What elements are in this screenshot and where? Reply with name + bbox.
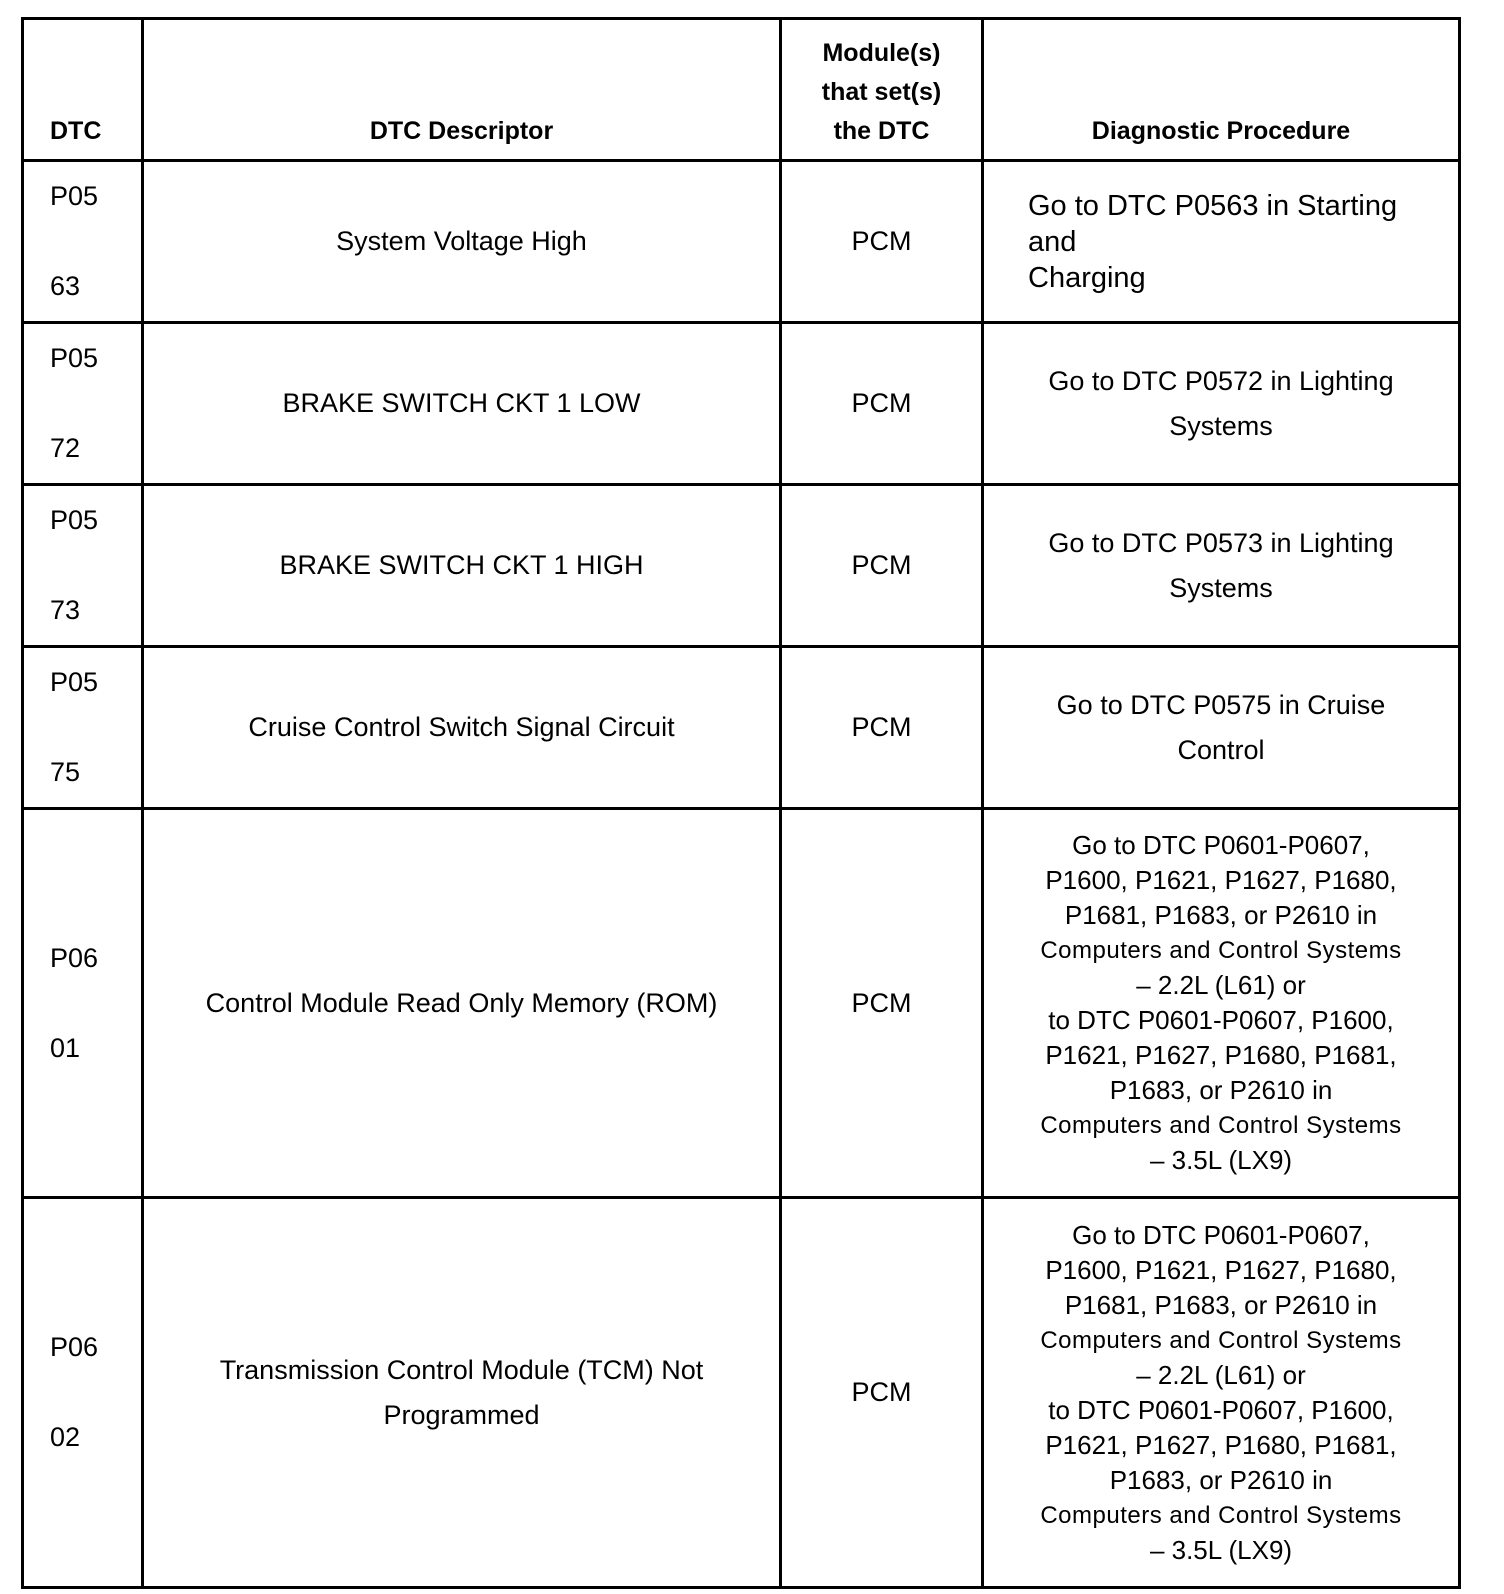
row-procedure bbox=[984, 486, 1458, 648]
descriptor-text: BRAKE SWITCH CKT 1 HIGH bbox=[279, 550, 644, 580]
descriptor-text: Control Module Read Only Memory (ROM) bbox=[205, 987, 718, 1018]
procedure-line: – 2.2L (L61) or bbox=[1136, 1359, 1306, 1390]
procedure-line: P1600, P1621, P1627, P1680, bbox=[1045, 865, 1397, 895]
row-dtc-code bbox=[24, 162, 144, 324]
procedure-line: Computers and Control Systems bbox=[1040, 1501, 1402, 1529]
dtc-code-line: P05 bbox=[50, 181, 99, 211]
procedure-line: Systems bbox=[1169, 572, 1273, 603]
procedure-line: Go to DTC P0601-P0607, bbox=[1072, 830, 1370, 860]
row-dtc-code bbox=[24, 486, 144, 648]
row-module bbox=[782, 1199, 984, 1586]
row-procedure bbox=[984, 1199, 1458, 1586]
procedure-line: Computers and Control Systems bbox=[1040, 1326, 1402, 1354]
header-procedure bbox=[984, 20, 1458, 162]
row-dtc-code bbox=[24, 648, 144, 810]
descriptor-text: BRAKE SWITCH CKT 1 LOW bbox=[282, 388, 641, 418]
procedure-line: Go to DTC P0572 in Lighting bbox=[1048, 365, 1394, 396]
procedure-line: – 2.2L (L61) or bbox=[1136, 970, 1306, 1000]
dtc-code-line: P06 bbox=[50, 1332, 99, 1362]
procedure-line: Computers and Control Systems bbox=[1040, 937, 1402, 964]
dtc-code-line: 63 bbox=[50, 271, 81, 301]
dtc-code-line: P05 bbox=[50, 343, 99, 373]
procedure-line: P1681, P1683, or P2610 in bbox=[1064, 1289, 1378, 1320]
row-procedure bbox=[984, 810, 1458, 1199]
dtc-code-line: P06 bbox=[50, 942, 99, 973]
descriptor-text: System Voltage High bbox=[336, 226, 587, 256]
dtc-code-line: P05 bbox=[50, 505, 99, 535]
procedure-line: Go to DTC P0575 in Cruise bbox=[1056, 689, 1386, 720]
row-module bbox=[782, 486, 984, 648]
procedure-line: P1683, or P2610 in bbox=[1109, 1075, 1333, 1105]
row-descriptor bbox=[144, 324, 782, 486]
procedure-line: – 3.5L (LX9) bbox=[1149, 1145, 1293, 1175]
row-dtc-code bbox=[24, 324, 144, 486]
header-module bbox=[782, 20, 984, 162]
header-module-line: the DTC bbox=[833, 117, 930, 145]
dtc-code-line: 73 bbox=[50, 595, 81, 625]
row-module bbox=[782, 648, 984, 810]
row-descriptor bbox=[144, 1199, 782, 1586]
header-descriptor bbox=[144, 20, 782, 162]
header-module-line: Module(s) bbox=[822, 39, 941, 67]
procedure-line: to DTC P0601-P0607, P1600, bbox=[1048, 1005, 1394, 1035]
module-text: PCM bbox=[851, 388, 912, 418]
dtc-table bbox=[21, 17, 1461, 1589]
descriptor-text: Cruise Control Switch Signal Circuit bbox=[248, 712, 675, 742]
row-module bbox=[782, 810, 984, 1199]
row-dtc-code bbox=[24, 1199, 144, 1586]
row-procedure bbox=[984, 648, 1458, 810]
row-descriptor bbox=[144, 486, 782, 648]
header-module-label bbox=[822, 34, 941, 151]
procedure-line: Go to DTC P0601-P0607, bbox=[1072, 1219, 1370, 1250]
dtc-code-line: 02 bbox=[50, 1422, 81, 1452]
row-descriptor bbox=[144, 810, 782, 1199]
procedure-line: – 3.5L (LX9) bbox=[1149, 1534, 1293, 1565]
module-text: PCM bbox=[851, 550, 912, 580]
module-text: PCM bbox=[851, 226, 912, 256]
procedure-line: P1621, P1627, P1680, P1681, bbox=[1045, 1429, 1397, 1460]
dtc-code-line: P05 bbox=[50, 667, 99, 697]
module-text: PCM bbox=[851, 1377, 912, 1407]
row-dtc-code bbox=[24, 810, 144, 1199]
header-procedure-label: Diagnostic Procedure bbox=[1091, 117, 1351, 145]
dtc-code-line: 01 bbox=[50, 1032, 81, 1063]
row-procedure bbox=[984, 162, 1458, 324]
row-module bbox=[782, 162, 984, 324]
procedure-line: Go to DTC P0573 in Lighting bbox=[1048, 527, 1394, 558]
header-module-line: that set(s) bbox=[821, 78, 942, 106]
procedure-line: Charging bbox=[1028, 261, 1146, 294]
descriptor-line: Transmission Control Module (TCM) Not bbox=[219, 1354, 704, 1385]
dtc-code-line: 75 bbox=[50, 757, 81, 787]
dtc-code-line: 72 bbox=[50, 433, 81, 463]
row-module bbox=[782, 324, 984, 486]
module-text: PCM bbox=[851, 987, 912, 1018]
header-dtc-label: DTC bbox=[50, 117, 102, 145]
procedure-line: Go to DTC P0563 in Starting and bbox=[1028, 189, 1398, 258]
row-descriptor bbox=[144, 162, 782, 324]
procedure-line: P1621, P1627, P1680, P1681, bbox=[1045, 1040, 1397, 1070]
procedure-line: P1600, P1621, P1627, P1680, bbox=[1045, 1254, 1397, 1285]
header-dtc bbox=[24, 20, 144, 162]
module-text: PCM bbox=[851, 712, 912, 742]
procedure-line: P1683, or P2610 in bbox=[1109, 1464, 1333, 1495]
descriptor-line: Programmed bbox=[383, 1399, 540, 1430]
procedure-line: Systems bbox=[1169, 410, 1273, 441]
row-procedure bbox=[984, 324, 1458, 486]
procedure-line: Computers and Control Systems bbox=[1040, 1112, 1402, 1139]
procedure-line: to DTC P0601-P0607, P1600, bbox=[1048, 1394, 1394, 1425]
header-descriptor-label: DTC Descriptor bbox=[369, 117, 554, 145]
procedure-line: Control bbox=[1177, 734, 1265, 765]
row-descriptor bbox=[144, 648, 782, 810]
procedure-line: P1681, P1683, or P2610 in bbox=[1064, 900, 1378, 930]
